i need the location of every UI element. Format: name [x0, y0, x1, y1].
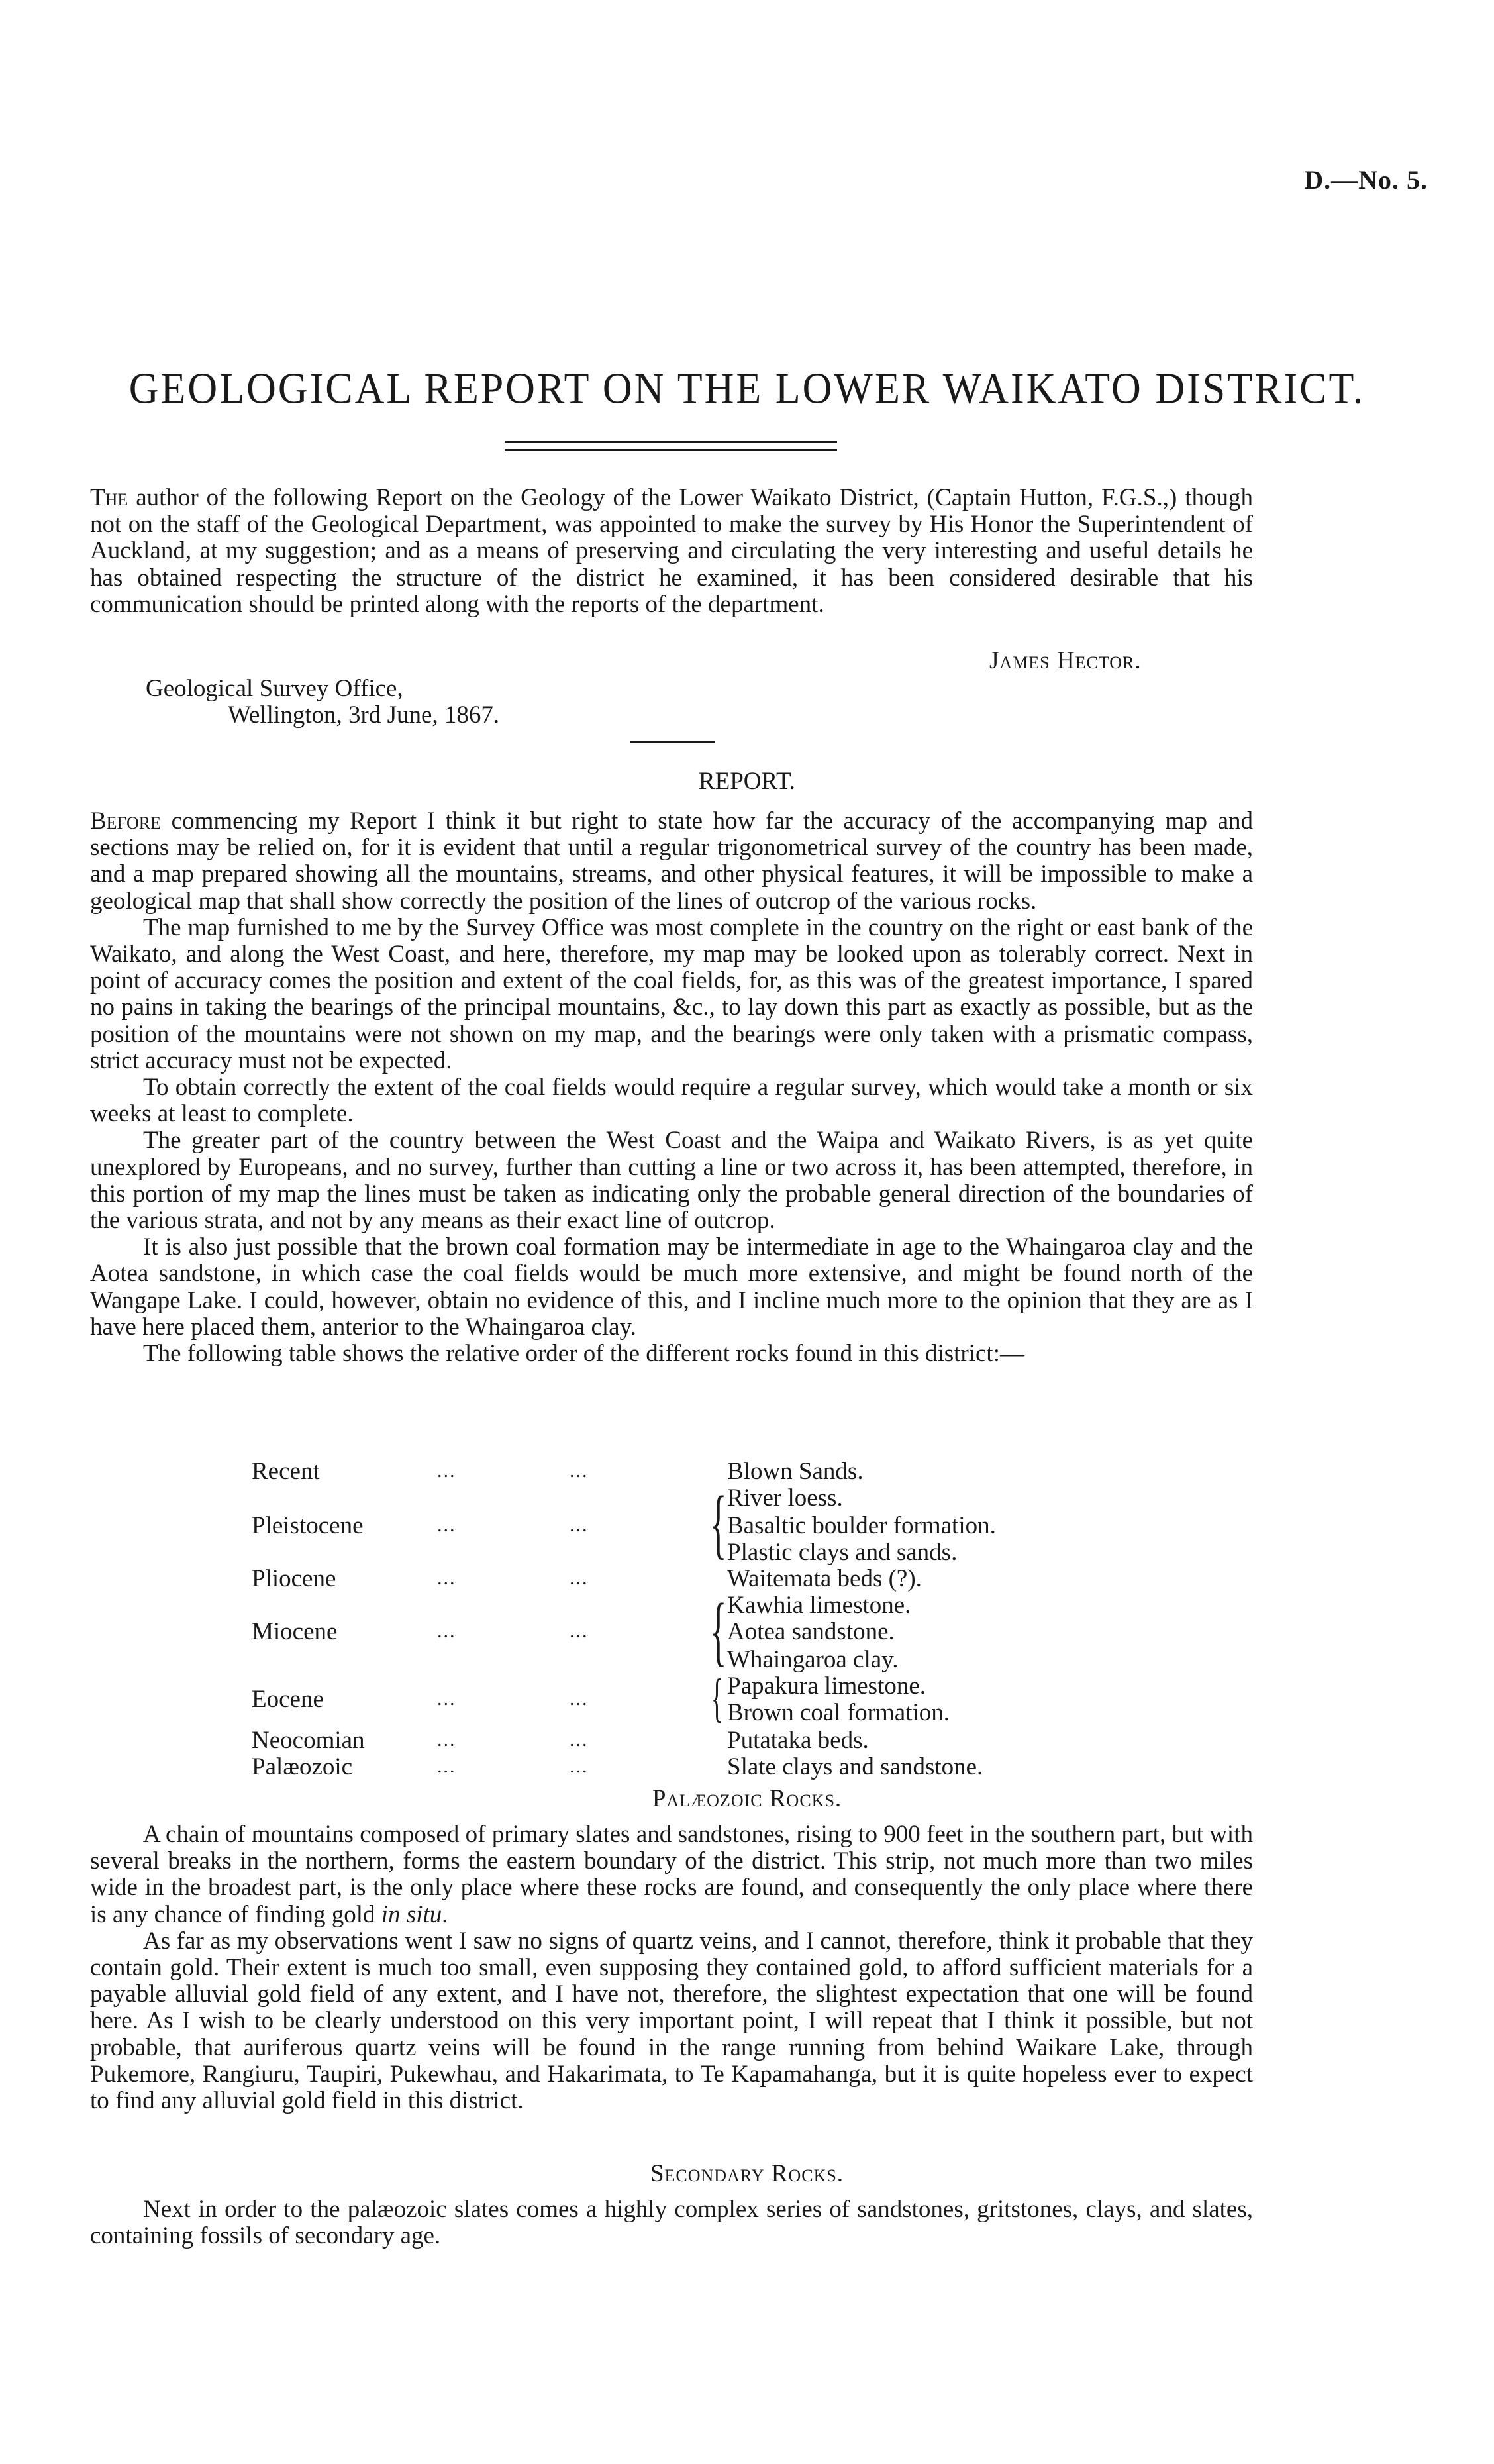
report-paragraph-5: It is also just possible that the brown coal formation may be intermediate in age to the Whaingaroa clay and the Aotea sandstone, in which case the coal fields would be much more extensive, and might be found north of the Wangape Lake. I could, however, obtain no evidence of this, and I incline much more to the opinion that they are as I have here placed them, anterior to the Whaingaroa clay.	[90, 1233, 1253, 1341]
rock-palaeozoic-1: Slate clays and sandstone.	[727, 1753, 983, 1780]
page-reference: D.—No. 5.	[1304, 165, 1428, 195]
report-block	[90, 808, 1253, 1367]
leader-dots: ...	[570, 1620, 589, 1642]
leader-dots: ...	[570, 1460, 589, 1482]
rock-recent-1: Blown Sands.	[727, 1458, 864, 1485]
period-miocene: Miocene	[252, 1618, 338, 1645]
pleistocene-brace: {	[710, 1480, 727, 1566]
report-paragraph-2: The map furnished to me by the Survey Office was most complete in the country on the right or east bank of the Waikato, and along the West Coast, and here, therefore, my map may be looked upon as tolerably correct. Next in point of accuracy comes the position and extent of the coal fields, for, as this was of the greatest importance, I spared no pains in taking the bearings of the principal mountains, &c., to lay down this part as exactly as possible, but as the position of the mountains were not shown on my map, and the bearings were only taken with a prismatic compass, strict accuracy must not be expected.	[90, 913, 1253, 1074]
palaeozoic-paragraph-2: As far as my observations went I saw no signs of quartz veins, and I cannot, therefore, think it probable that they contain gold. Their extent is much too small, even supposing they contained gold, to afford sufficient materials for a payable alluvial gold field of any extent, and I have not, therefore, the slightest expectation that one will be found here. As I wish to be clearly understood on this very important point, I will repeat that I think it possible, but not probable, that auriferous quartz veins will be found in the range running from behind Waikare Lake, through Pukemore, Rangiuru, Taupiri, Pukewhau, and Hakarimata, to Te Kapamahanga, but it is quite hopeless ever to expect to find any alluvial gold field in this district.	[90, 1927, 1253, 2115]
report-paragraph-6: The following table shows the relative order of the different rocks found in this district:—	[143, 1340, 1024, 1368]
rock-pliocene-1: Waitemata beds (?).	[727, 1565, 922, 1592]
period-pleistocene: Pleistocene	[252, 1512, 364, 1539]
leader-dots: ...	[437, 1755, 456, 1777]
leader-dots: ...	[570, 1567, 589, 1589]
period-palaeozoic: Palæozoic	[252, 1753, 353, 1780]
signature: James Hector.	[989, 647, 1142, 674]
secondary-heading: Secondary Rocks.	[650, 2160, 844, 2187]
leader-dots: ...	[570, 1755, 589, 1777]
rock-pleistocene-2: Basaltic boulder formation.	[727, 1512, 996, 1539]
period-neocomian: Neocomian	[252, 1727, 365, 1754]
rock-miocene-3: Whaingaroa clay.	[727, 1646, 899, 1673]
document-title: GEOLOGICAL REPORT ON THE LOWER WAIKATO DISTRICT.	[128, 364, 1366, 413]
leader-dots: ...	[437, 1729, 456, 1751]
report-paragraph-4: The greater part of the country between the West Coast and the Waipa and Waikato Rivers, is as yet quite unexplored by Europeans, and no survey, further than cutting a line or two across it, has been attempted, therefore, in this portion of my map the lines must be taken as indicating only the probable general direction of the boundaries of the various strata, and not by any means as their exact line of outcrop.	[90, 1127, 1253, 1235]
secondary-paragraph-1: Next in order to the palæozoic slates comes a highly complex series of sandstones, gritstones, clays, and slates, containing fossils of secondary age.	[90, 2196, 1253, 2250]
leader-dots: ...	[570, 1688, 589, 1710]
rock-miocene-2: Aotea sandstone.	[727, 1618, 895, 1645]
secondary-block	[90, 2196, 1253, 2249]
title-double-rule	[505, 441, 837, 451]
rock-eocene-1: Papakura limestone.	[727, 1672, 926, 1700]
office-line-1: Geological Survey Office,	[146, 675, 403, 702]
leader-dots: ...	[437, 1514, 456, 1536]
report-lead-word: Before	[90, 807, 162, 835]
intro-text: author of the following Report on the Geology of the Lower Waikato District, (Captain Hutton, F.G.S.,) though not on the staff of the Geological Department, was appointed to make the survey by His Honor the Superintendent of Auckland, at my suggestion; and as a means of preserving and circulating the very interesting and useful details he has obtained respecting the structure of the district he examined, it has been considered desirable that his communication should be printed along with the reports of the department.	[90, 484, 1253, 618]
report-heading: REPORT.	[698, 768, 796, 795]
period-recent: Recent	[252, 1458, 320, 1485]
period-eocene: Eocene	[252, 1686, 324, 1713]
palaeozoic-p1-end: .	[442, 1900, 448, 1928]
leader-dots: ...	[570, 1729, 589, 1751]
palaeozoic-heading: Palæozoic Rocks.	[652, 1785, 842, 1812]
palaeozoic-paragraph-1	[90, 1822, 1253, 1928]
leader-dots: ...	[437, 1460, 456, 1482]
rock-pleistocene-3: Plastic clays and sands.	[727, 1539, 958, 1566]
palaeozoic-p1-text: A chain of mountains composed of primary slates and sandstones, rising to 900 feet in the southern part, but with several breaks in the northern, forms the eastern boundary of the district. This strip, not much more than two miles wide in the broadest part, is the only place where these rocks are found, and consequently the only place where there is any chance of finding gold	[90, 1821, 1253, 1928]
period-pliocene: Pliocene	[252, 1565, 336, 1592]
eocene-brace: {	[711, 1669, 723, 1727]
leader-dots: ...	[437, 1620, 456, 1642]
intro-paragraph	[90, 485, 1253, 618]
leader-dots: ...	[437, 1567, 456, 1589]
section-rule	[630, 741, 715, 743]
miocene-brace: {	[710, 1587, 727, 1674]
rock-miocene-1: Kawhia limestone.	[727, 1592, 911, 1619]
leader-dots: ...	[437, 1688, 456, 1710]
intro-block	[90, 485, 1253, 618]
palaeozoic-block	[90, 1822, 1253, 2114]
palaeozoic-p1-italic: in situ	[381, 1900, 442, 1928]
report-paragraph-3: To obtain correctly the extent of the coal fields would require a regular survey, which would take a month or six weeks at least to complete.	[90, 1074, 1253, 1128]
report-paragraph-1	[90, 808, 1253, 915]
intro-lead-word: The	[90, 484, 128, 511]
rock-eocene-2: Brown coal formation.	[727, 1699, 950, 1726]
rock-pleistocene-1: River loess.	[727, 1484, 843, 1512]
office-line-2: Wellington, 3rd June, 1867.	[228, 701, 500, 729]
rock-neocomian-1: Putataka beds.	[727, 1727, 869, 1754]
report-p1-text: commencing my Report I think it but right to state how far the accuracy of the accompanying map and sections may be relied on, for it is evident that until a regular trigonometrical survey of the country has been made, and a map prepared showing all the mountains, streams, and other physical features, it will be impossible to make a geological map that shall show correctly the position of the lines of outcrop of the various rocks.	[90, 807, 1253, 915]
leader-dots: ...	[570, 1514, 589, 1536]
